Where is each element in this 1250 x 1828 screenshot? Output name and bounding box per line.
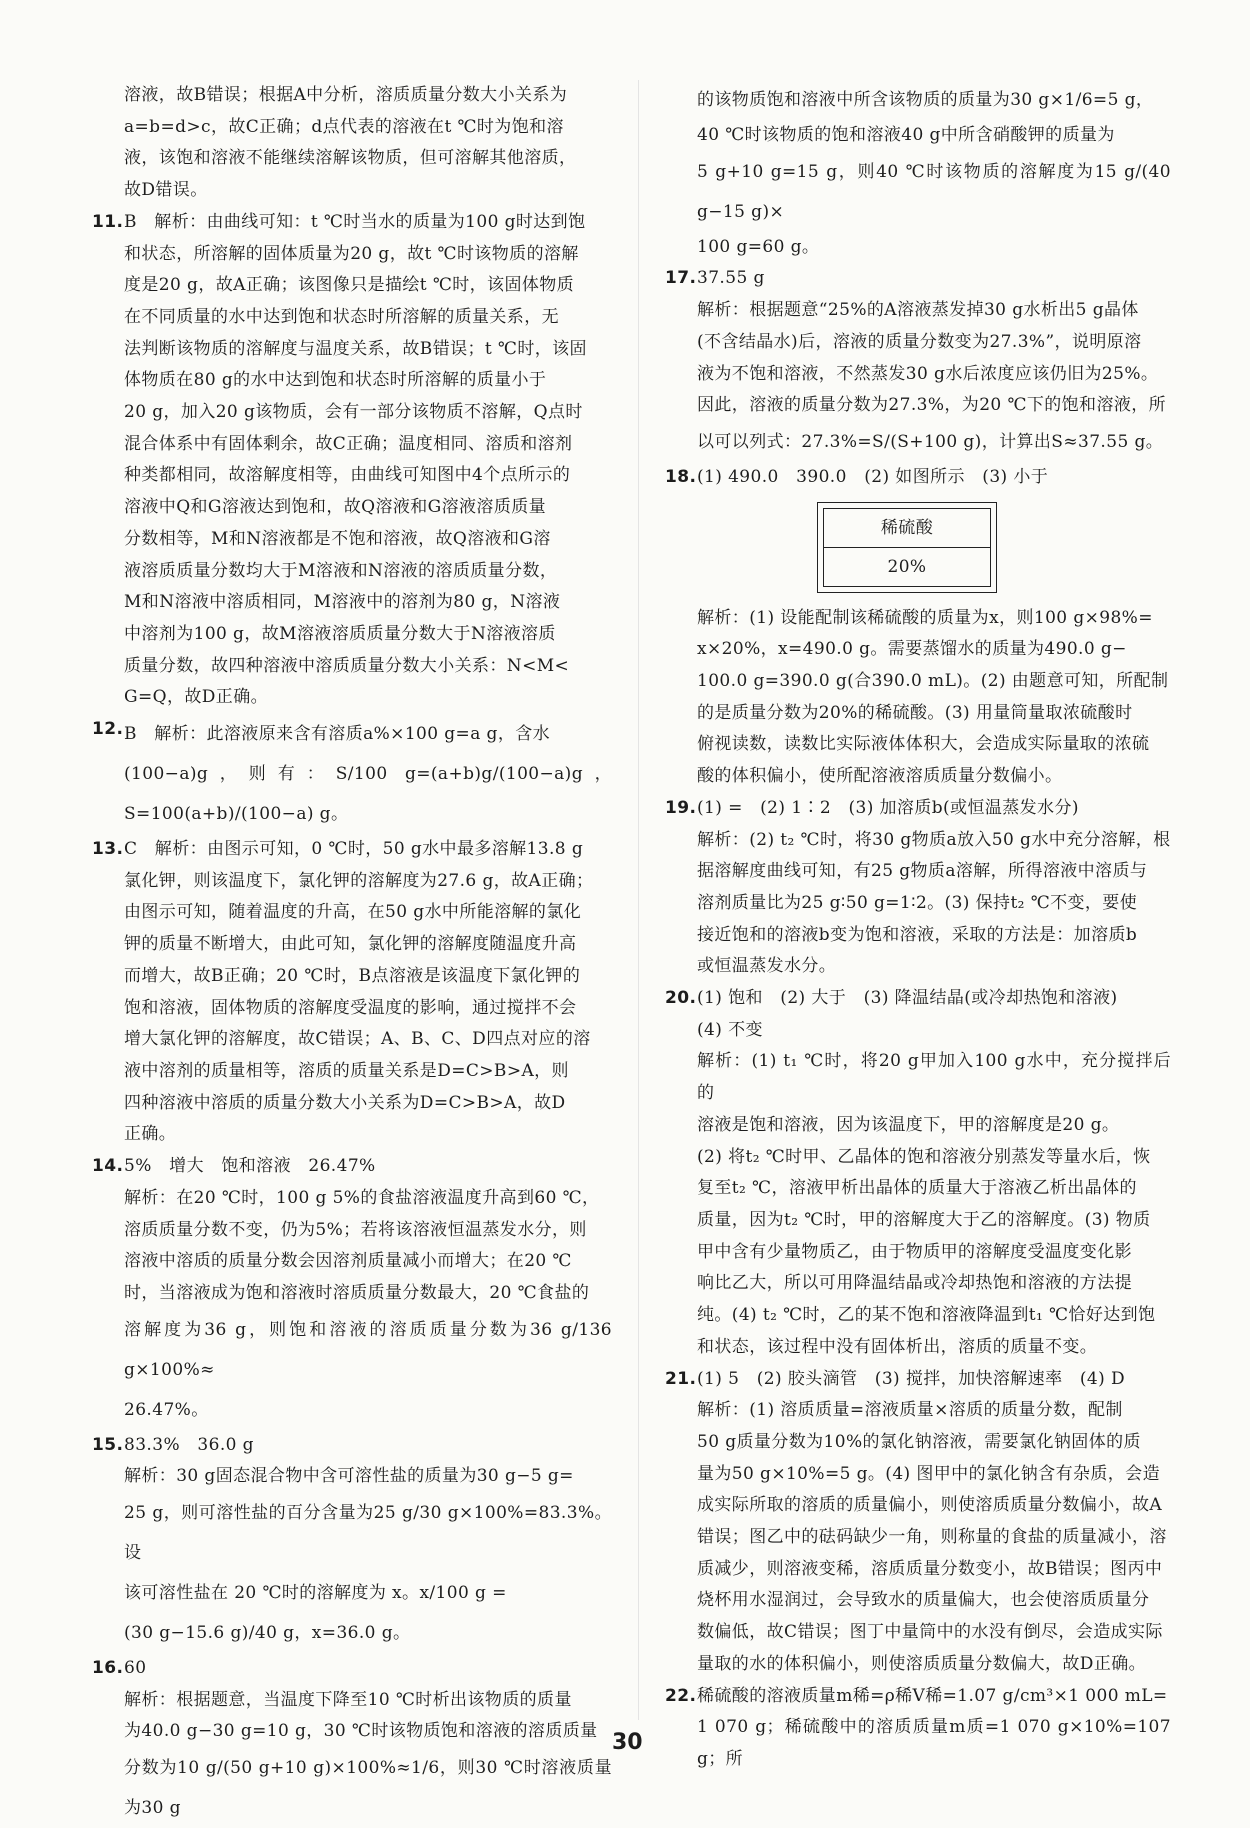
text-line: 中溶剂为100 g，故M溶液溶质质量分数大于N溶液溶质 [124,623,556,644]
question-number: 20. [665,988,697,1009]
text-line: 时，当溶液成为饱和溶液时溶质质量分数最大，20 ℃食盐的 [124,1282,590,1303]
answer-20 [665,983,1171,1363]
answer-line: 83.3% 36.0 g [124,1434,254,1455]
answer-16 [92,1653,612,1828]
text-line: 解析：在20 ℃时，100 g 5%的食盐溶液温度升高到60 ℃， [124,1187,600,1208]
question-number: 11. [92,211,124,232]
text-line: 解析：(1) 设能配制该稀硫酸的质量为x，则100 g×98%= [697,607,1153,628]
answer-21 [665,1364,1171,1681]
answer-line: 5% 增大 饱和溶液 26.47% [124,1156,376,1177]
text-line: 成实际所取的溶质的质量偏小，则使溶质质量分数偏小，故A [697,1495,1163,1516]
answer-12 [92,714,612,834]
page-number: 30 [612,1730,643,1755]
text-line: 液为不饱和溶液，不然蒸发30 g水后浓度应该仍旧为25%。 [697,363,1159,384]
answer-line: (4) 不变 [697,1019,763,1040]
text-line: 种类都相同，故溶解度相等，由曲线可知图中4个点所示的 [124,465,571,486]
text-line: 为40.0 g−30 g=10 g，30 ℃时该物质饱和溶液的溶质质量 [124,1721,598,1742]
text-line: 饱和溶液，固体物质的溶解度受温度的影响，通过搅拌不会 [124,997,577,1018]
answer-15 [92,1430,612,1653]
text-line: 法判断该物质的溶解度与温度关系，故B错误；t ℃时，该固 [124,338,587,359]
text-line: 响比乙大，所以可用降温结晶或冷却热饱和溶液的方法提 [697,1273,1132,1294]
text-line: 液溶质质量分数均大于M溶液和N溶液的溶质质量分数， [124,560,558,581]
text-line: 液中溶剂的质量相等，溶质的质量关系是D=C>B>A，则 [124,1060,569,1081]
text-line: 20 g，加入20 g该物质，会有一部分该物质不溶解，Q点时 [124,402,583,423]
text-line: 解析：30 g固态混合物中含可溶性盐的质量为30 g−5 g= [124,1466,574,1487]
answer-line: 37.55 g [697,268,765,289]
text-line: 100 g=60 g。 [697,236,820,257]
text-line: 的是质量分数为20%的稀硫酸。(3) 用量筒量取浓硫酸时 [697,702,1133,723]
text-line: 质量分数，故四种溶液中溶质质量分数大小关系：N<M< [124,655,570,676]
reagent-name: 稀硫酸 [823,508,991,548]
answer-continued [92,80,612,207]
text-line: (2) 将t₂ ℃时甲、乙晶体的饱和溶液分别蒸发等量水后，恢 [697,1146,1151,1167]
formula-line: 25 g，则可溶性盐的百分含量为25 g/30 g×100%=83.3%。设 [124,1503,612,1564]
text-line: 四种溶液中溶质的质量分数大小关系为D=C>B>A，故D [124,1092,566,1113]
text-line: 和状态，所溶解的固体质量为20 g，故t ℃时该物质的溶解 [124,243,579,264]
text-line: 解析：根据题意，当温度下降至10 ℃时析出该物质的质量 [124,1689,572,1710]
text-line: a=b=d>c，故C正确；d点代表的溶液在t ℃时为饱和溶 [124,116,564,137]
text-line: 混合体系中有固体剩余，故C正确；温度相同、溶质和溶剂 [124,433,573,454]
formula-line: 以可以列式：27.3%=S/(S+100 g)，计算出S≈37.55 g。 [697,431,1164,452]
text-line: 酸的体积偏小，使所配溶液溶质质量分数偏小。 [697,766,1063,787]
answer-19 [665,793,1171,983]
question-number: 15. [92,1434,124,1455]
text-line: 量为50 g×10%=5 g。(4) 图甲中的氯化钠含有杂质，会造 [697,1463,1160,1484]
text-line: B 解析：由曲线可知：t ℃时当水的质量为100 g时达到饱 [124,211,586,232]
formula-line: (30 g−15.6 g)/40 g，x=36.0 g。 [124,1623,411,1644]
text-line: 氯化钾，则该温度下，氯化钾的溶解度为27.6 g，故A正确； [124,870,594,891]
column-divider [638,80,639,1720]
text-line: 烧杯用水湿润过，会导致水的质量偏大，也会使溶质质量分 [697,1590,1150,1611]
reagent-concentration: 20% [823,548,991,587]
text-line: 分数相等，M和N溶液都是不饱和溶液，故Q溶液和G溶 [124,528,551,549]
answer-line: (1) 5 (2) 胶头滴管 (3) 搅拌，加快溶解速率 (4) D [697,1368,1125,1389]
answer-17 [665,263,1171,462]
text-line: G=Q，故D正确。 [124,687,268,708]
text-line: 甲中含有少量物质乙，由于物质甲的溶解度受温度变化影 [697,1241,1132,1262]
text-line: 解析：根据题意“25%的A溶液蒸发掉30 g水析出5 g晶体 [697,300,1139,321]
text-line: 而增大，故B正确；20 ℃时，B点溶液是该温度下氯化钾的 [124,965,581,986]
answer-line: 60 [124,1658,147,1679]
text-line: 体物质在80 g的水中达到饱和状态时所溶解的质量小于 [124,370,547,391]
text-line: 质减少，则溶液变稀，溶质质量分数变小，故B错误；图丙中 [697,1558,1163,1579]
question-number: 18. [665,466,697,487]
question-number: 19. [665,797,697,818]
text-line: 或恒温蒸发水分。 [697,956,837,977]
text-line: 数偏低，故C错误；图丁中量筒中的水没有倒尽，会造成实际 [697,1622,1163,1643]
text-line: C 解析：由图示可知，0 ℃时，50 g水中最多溶解13.8 g [124,839,584,860]
text-line: 50 g质量分数为10%的氯化钠溶液，需要氯化钠固体的质 [697,1431,1141,1452]
text-line: 因此，溶液的质量分数为27.3%，为20 ℃下的饱和溶液，所 [697,395,1167,416]
text-line: 溶液，故B错误；根据A中分析，溶质质量分数大小关系为 [124,85,568,105]
formula-line: 溶解度为36 g，则饱和溶液的溶质质量分数为36 g/136 g×100%≈ [124,1319,612,1380]
text-line: 解析：(1) 溶质质量=溶液质量×溶质的质量分数，配制 [697,1400,1123,1421]
text-line: 量取的水的体积偏小，则使溶质质量分数偏大，故D正确。 [697,1653,1147,1674]
text-line: 1 070 g；稀硫酸中的溶质质量m质=1 070 g×10%=107 g；所 [697,1717,1171,1769]
text-line: 据溶解度曲线可知，有25 g物质a溶解，所得溶液中溶质与 [697,861,1148,882]
question-number: 14. [92,1156,124,1177]
answer-14 [92,1151,612,1430]
text-line: (不含结晶水)后，溶液的质量分数变为27.3%”，说明原溶 [697,331,1142,352]
reagent-label [817,502,997,593]
formula-line: 分数为10 g/(50 g+10 g)×100%≈1/6，则30 ℃时溶液质量为30 g [124,1758,612,1819]
question-number: 22. [665,1685,697,1706]
question-number: 17. [665,268,697,289]
text-line: 纯。(4) t₂ ℃时，乙的某不饱和溶液降温到t₁ ℃恰好达到饱 [697,1305,1156,1326]
text-line: M和N溶液中溶质相同，M溶液中的溶剂为80 g，N溶液 [124,592,561,613]
answer-line: (1) = (2) 1∶2 (3) 加溶质b(或恒温蒸发水分) [697,797,1079,818]
formula-line: (100−a)g，则有：S/100 g=(a+b)g/(100−a)g，S=100(a+b)/(100−a) g。 [124,764,612,825]
answer-line: (1) 饱和 (2) 大于 (3) 降温结晶(或冷却热饱和溶液) [697,988,1118,1009]
formula-line: 的该物质饱和溶液中所含该物质的质量为30 g×1/6=5 g， [697,90,1154,110]
text-line: 100.0 g=390.0 g(合390.0 mL)。(2) 由题意可知，所配制 [697,671,1169,692]
text-line: 溶液是饱和溶液，因为该温度下，甲的溶解度是20 g。 [697,1114,1120,1135]
text-line: 稀硫酸的溶液质量m稀=ρ稀V稀=1.07 g/cm³×1 000 mL= [697,1685,1168,1706]
text-line: 溶液中溶质的质量分数会因溶剂质量减小而增大；在20 ℃ [124,1251,572,1272]
text-line: 解析：(1) t₁ ℃时，将20 g甲加入100 g水中，充分搅拌后的 [697,1051,1171,1104]
text-line: x×20%，x=490.0 g。需要蒸馏水的质量为490.0 g− [697,639,1127,660]
text-line: 40 ℃时该物质的饱和溶液40 g中所含硝酸钾的质量为 [697,125,1115,145]
text-line: B 解析：此溶液原来含有溶质a%×100 g=a g，含水 [124,724,551,745]
text-line: 正确。 [124,1124,177,1145]
answer-13 [92,834,612,1151]
text-line: 错误；图乙中的砝码缺少一角，则称量的食盐的质量减小，溶 [697,1527,1167,1548]
text-line: 俯视读数，读数比实际液体体积大，会造成实际量取的浓硫 [697,734,1150,755]
formula-line: 5 g+10 g=15 g，则40 ℃时该物质的溶解度为15 g/(40 g−15 g)× [697,161,1171,222]
text-line: 液，该饱和溶液不能继续溶解该物质，但可溶解其他溶质， [124,148,577,169]
answer-16-continued [665,80,1171,263]
text-line: 溶质质量分数不变，仍为5%；若将该溶液恒温蒸发水分，则 [124,1219,587,1240]
text-line: 复至t₂ ℃，溶液甲析出晶体的质量大于溶液乙析出晶体的 [697,1178,1137,1199]
question-number: 13. [92,839,124,860]
question-number: 16. [92,1658,124,1679]
text-line: 由图示可知，随着温度的升高，在50 g水中所能溶解的氯化 [124,902,582,923]
left-column [92,80,612,1828]
question-number: 21. [665,1368,697,1389]
text-line: 质量，因为t₂ ℃时，甲的溶解度大于乙的溶解度。(3) 物质 [697,1209,1151,1230]
text-line: 解析：(2) t₂ ℃时，将30 g物质a放入50 g水中充分溶解，根 [697,829,1171,850]
right-column [665,80,1171,1776]
text-line: 在不同质量的水中达到饱和状态时所溶解的质量关系，无 [124,306,559,327]
answer-line: (1) 490.0 390.0 (2) 如图所示 (3) 小于 [697,466,1049,487]
text-line: 增大氯化钾的溶解度，故C错误；A、B、C、D四点对应的溶 [124,1029,591,1050]
formula-line: 该可溶性盐在 20 ℃时的溶解度为 x。x/100 g = [124,1583,507,1604]
text-line: 度是20 g，故A正确；该图像只是描绘t ℃时，该固体物质 [124,275,575,296]
answer-18 [665,462,1171,793]
text-line: 26.47%。 [124,1399,209,1420]
text-line: 故D错误。 [124,180,208,201]
text-line: 溶液中Q和G溶液达到饱和，故Q溶液和G溶液溶质质量 [124,497,547,518]
answer-11 [92,207,612,714]
answer-22 [665,1681,1171,1776]
text-line: 钾的质量不断增大，由此可知，氯化钾的溶解度随温度升高 [124,934,577,955]
text-line: 接近饱和的溶液b变为饱和溶液，采取的方法是：加溶质b [697,924,1138,945]
text-line: 和状态，该过程中没有固体析出，溶质的质量不变。 [697,1336,1098,1357]
question-number: 12. [92,719,124,740]
text-line: 溶剂质量比为25 g∶50 g=1∶2。(3) 保持t₂ ℃不变，要使 [697,892,1138,913]
